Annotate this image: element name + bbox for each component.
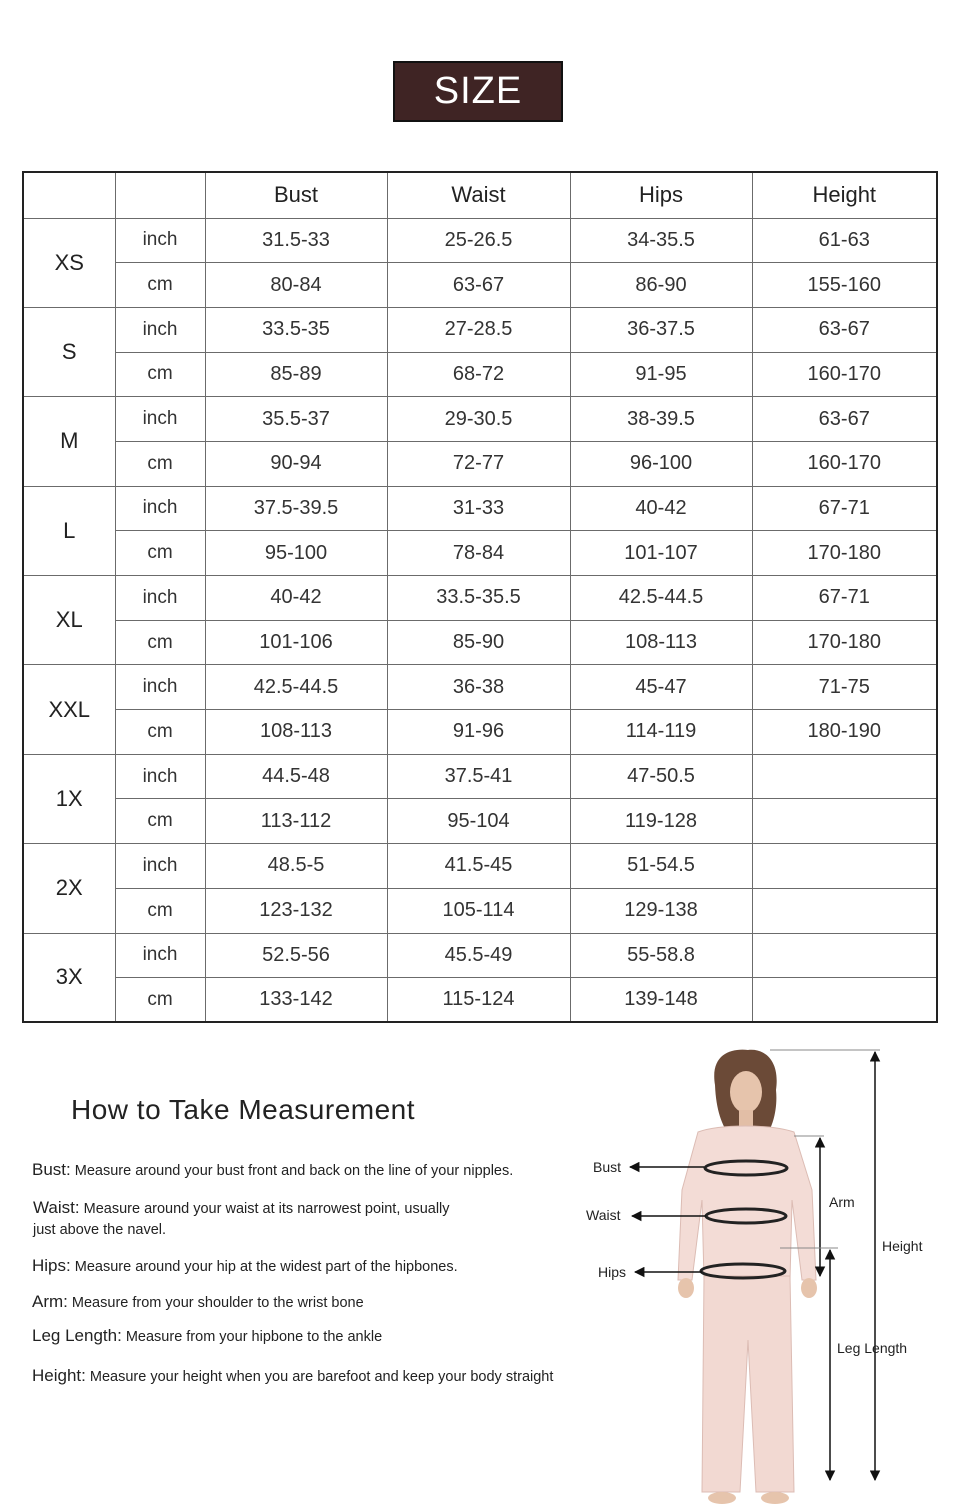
table-cell: 72-77 [387, 441, 570, 486]
measurement-figure [580, 1040, 940, 1511]
header-cell [23, 172, 115, 218]
table-cell: 34-35.5 [570, 218, 752, 263]
unit-inch: inch [115, 933, 205, 978]
table-cell: 108-113 [205, 710, 387, 755]
size-label: XXL [23, 665, 115, 754]
size-title-badge [393, 61, 563, 122]
label-hips: Hips [598, 1264, 627, 1280]
unit-cm: cm [115, 710, 205, 755]
unit-cm: cm [115, 441, 205, 486]
table-cell: 63-67 [752, 307, 937, 352]
unit-inch: inch [115, 754, 205, 799]
table-cell: 25-26.5 [387, 218, 570, 263]
table-cell: 95-104 [387, 799, 570, 844]
table-cell: 155-160 [752, 263, 937, 308]
instruction-term: Leg Length: [32, 1326, 122, 1345]
instruction-hips [32, 1255, 458, 1278]
label-waist: Waist [586, 1207, 621, 1223]
table-row-1x-inch [23, 754, 937, 799]
instruction-bust [32, 1159, 513, 1182]
table-cell: 101-106 [205, 620, 387, 665]
table-cell: 115-124 [387, 978, 570, 1023]
table-cell: 139-148 [570, 978, 752, 1023]
model-foot-left [708, 1492, 736, 1504]
instruction-desc: Measure your height when you are barefoot and keep your body straight [85, 1369, 554, 1385]
table-cell: 35.5-37 [205, 397, 387, 442]
table-cell: 85-89 [205, 352, 387, 397]
instruction-desc-cont: just above the navel. [33, 1222, 167, 1238]
instruction-leg-length [32, 1325, 382, 1348]
table-row-xxl-inch [23, 665, 937, 710]
table-cell: 80-84 [205, 263, 387, 308]
unit-cm: cm [115, 799, 205, 844]
size-label: 3X [23, 933, 115, 1022]
table-cell: 55-58.8 [570, 933, 752, 978]
table-cell: 129-138 [570, 888, 752, 933]
table-cell: 160-170 [752, 441, 937, 486]
table-cell: 31.5-33 [205, 218, 387, 263]
table-cell: 51-54.5 [570, 844, 752, 889]
model-face [730, 1071, 762, 1113]
label-bust: Bust [593, 1159, 622, 1175]
size-title: SIZE [433, 70, 523, 112]
table-cell: 170-180 [752, 531, 937, 576]
table-cell: 67-71 [752, 576, 937, 621]
table-cell: 38-39.5 [570, 397, 752, 442]
table-cell: 85-90 [387, 620, 570, 665]
size-label: S [23, 307, 115, 396]
instruction-desc: Measure around your waist at its narrowest point, usually [79, 1201, 450, 1217]
size-label: XS [23, 218, 115, 307]
howto-title: How to Take Measurement [71, 1094, 416, 1125]
table-cell: 105-114 [387, 888, 570, 933]
unit-inch: inch [115, 576, 205, 621]
table-cell: 96-100 [570, 441, 752, 486]
table-cell: 45.5-49 [387, 933, 570, 978]
table-cell: 86-90 [570, 263, 752, 308]
unit-inch: inch [115, 486, 205, 531]
table-cell: 67-71 [752, 486, 937, 531]
table-cell: 123-132 [205, 888, 387, 933]
instruction-desc: Measure from your shoulder to the wrist bone [67, 1295, 364, 1311]
unit-cm: cm [115, 620, 205, 665]
table-cell [752, 754, 937, 799]
table-cell: 41.5-45 [387, 844, 570, 889]
table-cell: 42.5-44.5 [205, 665, 387, 710]
table-cell: 47-50.5 [570, 754, 752, 799]
table-row-3x-cm [23, 978, 937, 1023]
table-cell: 170-180 [752, 620, 937, 665]
model-neck [739, 1110, 753, 1128]
model-foot-right [761, 1492, 789, 1504]
table-row-s-cm [23, 352, 937, 397]
instruction-height [32, 1365, 553, 1388]
header-cell [115, 172, 205, 218]
size-label: 2X [23, 844, 115, 933]
unit-inch: inch [115, 397, 205, 442]
model-hand-left [678, 1278, 694, 1298]
table-cell: 160-170 [752, 352, 937, 397]
table-row-3x-inch [23, 933, 937, 978]
instruction-waist [33, 1197, 450, 1241]
instruction-term: Height: [32, 1366, 86, 1385]
header-height: Height [752, 172, 937, 218]
instruction-term: Waist: [33, 1198, 80, 1217]
table-cell: 40-42 [205, 576, 387, 621]
table-row-xl-inch [23, 576, 937, 621]
table-cell: 101-107 [570, 531, 752, 576]
table-cell: 133-142 [205, 978, 387, 1023]
header-bust: Bust [205, 172, 387, 218]
table-cell: 36-38 [387, 665, 570, 710]
unit-cm: cm [115, 263, 205, 308]
unit-inch: inch [115, 844, 205, 889]
table-cell: 91-95 [570, 352, 752, 397]
table-cell: 36-37.5 [570, 307, 752, 352]
table-row-l-inch [23, 486, 937, 531]
table-cell: 119-128 [570, 799, 752, 844]
table-cell: 61-63 [752, 218, 937, 263]
table-cell: 95-100 [205, 531, 387, 576]
table-cell: 33.5-35 [205, 307, 387, 352]
label-height: Height [882, 1238, 923, 1254]
table-row-1x-cm [23, 799, 937, 844]
unit-cm: cm [115, 352, 205, 397]
table-cell: 48.5-5 [205, 844, 387, 889]
size-label: 1X [23, 754, 115, 843]
unit-inch: inch [115, 218, 205, 263]
table-header-row [23, 172, 937, 218]
model-hand-right [801, 1278, 817, 1298]
table-cell: 27-28.5 [387, 307, 570, 352]
table-cell: 91-96 [387, 710, 570, 755]
header-hips: Hips [570, 172, 752, 218]
header-waist: Waist [387, 172, 570, 218]
instruction-term: Hips: [32, 1256, 71, 1275]
instruction-term: Bust: [32, 1160, 71, 1179]
table-cell: 45-47 [570, 665, 752, 710]
table-row-xs-inch [23, 218, 937, 263]
instruction-desc: Measure from your hipbone to the ankle [121, 1329, 383, 1345]
table-cell: 71-75 [752, 665, 937, 710]
table-cell: 37.5-39.5 [205, 486, 387, 531]
table-cell: 68-72 [387, 352, 570, 397]
table-cell: 29-30.5 [387, 397, 570, 442]
instruction-desc: Measure around your bust front and back on the line of your nipples. [70, 1163, 514, 1179]
table-cell: 108-113 [570, 620, 752, 665]
model-top [678, 1126, 816, 1280]
table-row-l-cm [23, 531, 937, 576]
size-label: L [23, 486, 115, 575]
table-row-2x-inch [23, 844, 937, 889]
table-row-s-inch [23, 307, 937, 352]
unit-cm: cm [115, 888, 205, 933]
instruction-term: Arm: [32, 1292, 68, 1311]
table-cell: 63-67 [387, 263, 570, 308]
model-pants [702, 1276, 794, 1492]
table-cell: 114-119 [570, 710, 752, 755]
unit-cm: cm [115, 531, 205, 576]
instruction-desc: Measure around your hip at the widest part of the hipbones. [70, 1259, 458, 1275]
table-row-xs-cm [23, 263, 937, 308]
table-cell: 40-42 [570, 486, 752, 531]
table-row-2x-cm [23, 888, 937, 933]
table-cell: 113-112 [205, 799, 387, 844]
table-cell: 180-190 [752, 710, 937, 755]
table-cell [752, 933, 937, 978]
table-cell [752, 844, 937, 889]
unit-inch: inch [115, 307, 205, 352]
table-cell: 52.5-56 [205, 933, 387, 978]
table-row-xxl-cm [23, 710, 937, 755]
size-label: XL [23, 576, 115, 665]
table-cell: 37.5-41 [387, 754, 570, 799]
table-cell [752, 888, 937, 933]
instruction-arm [32, 1291, 364, 1314]
table-cell: 33.5-35.5 [387, 576, 570, 621]
table-cell: 78-84 [387, 531, 570, 576]
table-row-m-inch [23, 397, 937, 442]
table-cell: 44.5-48 [205, 754, 387, 799]
unit-cm: cm [115, 978, 205, 1023]
table-cell [752, 978, 937, 1023]
label-leg-length: Leg Length [837, 1340, 908, 1356]
table-cell: 31-33 [387, 486, 570, 531]
table-cell: 90-94 [205, 441, 387, 486]
label-arm: Arm [829, 1194, 855, 1210]
unit-inch: inch [115, 665, 205, 710]
table-cell: 63-67 [752, 397, 937, 442]
table-cell: 42.5-44.5 [570, 576, 752, 621]
size-label: M [23, 397, 115, 486]
table-cell [752, 799, 937, 844]
table-row-m-cm [23, 441, 937, 486]
size-chart-table [22, 171, 938, 1023]
table-row-xl-cm [23, 620, 937, 665]
